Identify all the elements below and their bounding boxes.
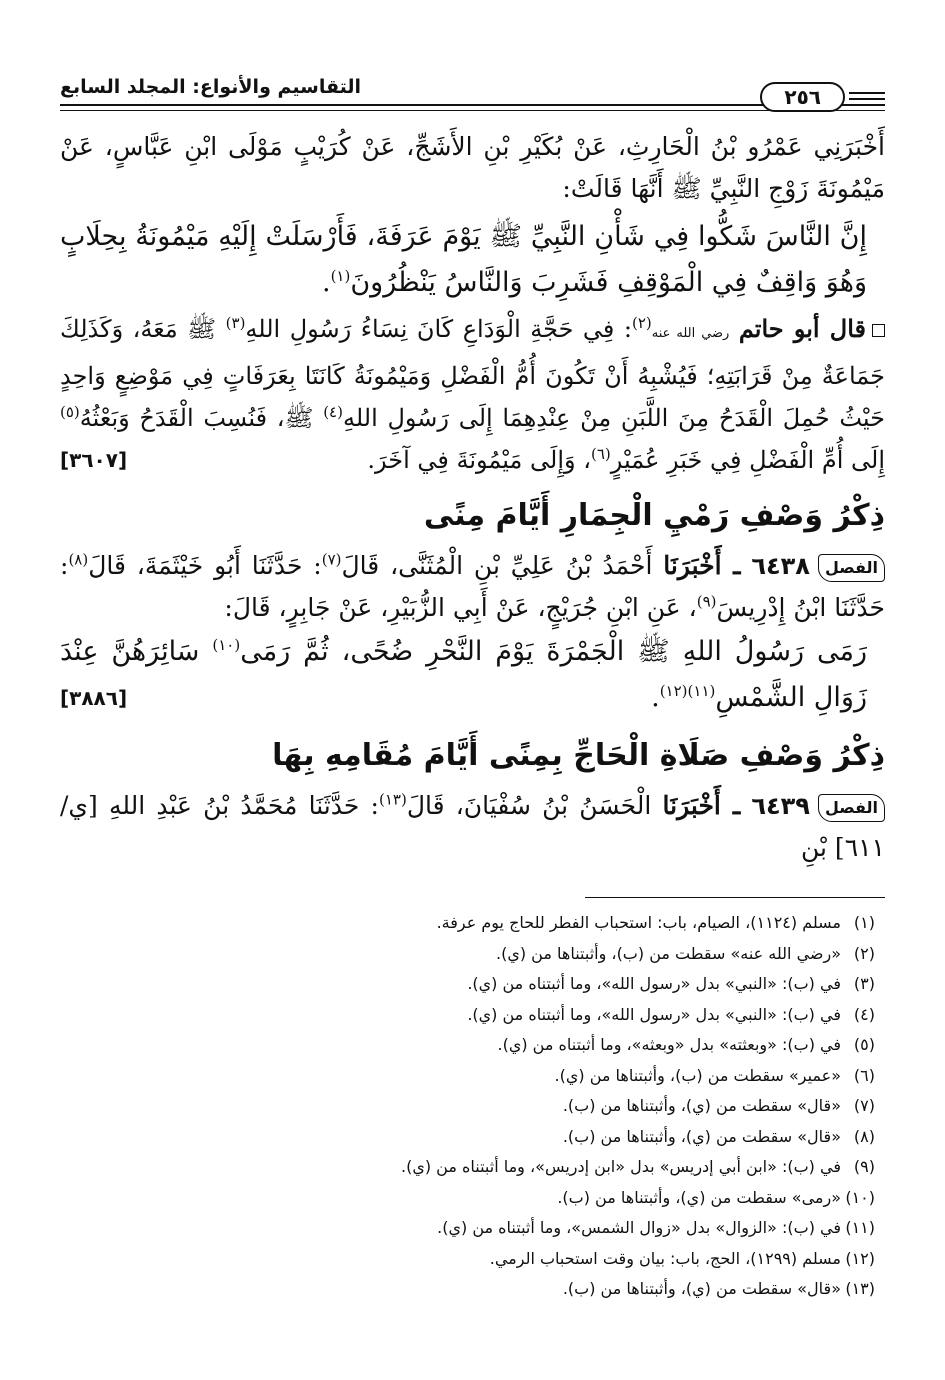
footnote-text: «رمى» سقطت من (ي)، وأثبتناها من (ب). (557, 1187, 841, 1207)
footnote-number: (١٠) (845, 1187, 875, 1207)
hadith-number: ٦٤٣٨ (751, 552, 810, 580)
footnote-text: «عمير» سقطت من (ب)، وأثبتناها من (ي). (554, 1065, 841, 1085)
footnote-number: (١) (853, 913, 875, 932)
page-number: ٢٥٦ (760, 82, 845, 112)
matn-1: رَمَى رَسُولُ اللهِ ﷺ الْجَمْرَةَ يَوْمَ النَّحْرِ ضُحًى، ثُمَّ رَمَى (240, 636, 867, 667)
footnote-number: (٩) (853, 1157, 875, 1176)
footnote-text: مسلم (١٢٩٩)، الحج، باب: بيان وقت استحباب الرمي. (489, 1248, 841, 1268)
footnote-ref: (١٣) (378, 790, 407, 809)
commentary-part-5: ، وَإِلَى مَيْمُونَةَ فِي آخَرَ. (367, 446, 591, 474)
isnad-1: الْحَسَنُ بْنُ سُفْيَانَ، قَالَ (406, 791, 652, 820)
commentary-part-4: إِلَى أُمِّ الْفَضْلِ فِي خَبَرِ عُمَيْرٍ (610, 446, 885, 474)
commentary-part-1: : فِي حَجَّةِ الْوَدَاعِ كَانَ نِسَاءُ رَسُولِ اللهِ (245, 315, 632, 343)
akhbarana: ـ أَخْبَرَنَا (662, 791, 741, 820)
commentary-speaker: قال أبو حاتم (738, 314, 867, 343)
chapter-heading: ذِكْرُ وَصْفِ صَلَاةِ الْحَاجِّ بِمِنًى أَيَّامَ مُقَامِهِ بِهَا (272, 738, 885, 773)
footnote-ref: (٩) (696, 592, 717, 611)
footnote-text: في (ب): «ابن أبي إدريس» بدل «ابن إدريس»، وما أثبتناه من (ي). (400, 1157, 841, 1176)
footnote-text: في (ب): «النبي» بدل «رسول الله»، وما أثبتناه من (ي). (467, 974, 841, 993)
commentary-part-2: ﷺ مَعَهُ، وَكَذَلِكَ جَمَاعَةٌ مِنْ قَرَابَتِهِ؛ فَيُشْبِهُ أَنْ تَكُونَ أُمُّ الْفَضْلِ وَمَيْمُونَةُ كَانَتَا بِعَرَفَاتٍ فِي مَوْضِعٍ وَاحِدٍ حَيْثُ حُمِلَ الْقَدَحُ مِنَ اللَّبَنِ مِنْ عِنْدِهِمَا إِلَى رَسُولِ اللهِ (60, 315, 886, 432)
footnote-ref: (٥) (60, 403, 80, 421)
footnote-ref: (٨) (68, 550, 89, 569)
cross-reference-number: [٣٨٨٦] (60, 686, 128, 710)
footnote-ref: (١) (330, 267, 351, 285)
hadith-text-2: وَهُوَ وَاقِفٌ فِي الْمَوْقِفِ فَشَرِبَ وَالنَّاسُ يَنْظُرُونَ (350, 267, 867, 298)
chapter-heading: ذِكْرُ وَصْفِ رَمْيِ الْجِمَارِ أَيَّامَ مِنًى (423, 498, 885, 533)
footnote-number: (١١) (845, 1218, 875, 1237)
footnote-number: (٦) (853, 1065, 875, 1085)
intro-text-2: زَوْجِ النَّبِيِّ ﷺ أَنَّهَا قَالَتْ: (562, 174, 809, 203)
footnote-number: (٣) (853, 974, 875, 993)
hadith-number: ٦٤٣٩ (751, 792, 810, 820)
footnote-ref: (٤) (323, 403, 343, 421)
hadith-matn: إِنَّ النَّاسَ شَكُّوا فِي شَأْنِ النَّبِيِّ ﷺ يَوْمَ عَرَفَةَ، فَأَرْسَلَتْ إِلَيْهِ مَيْمُونَةُ بِحِلَابٍ وَهُوَ وَاقِفٌ فِي الْمَوْقِفِ فَشَرِبَ وَالنَّاسُ يَنْظُرُونَ$^{(١)}$. (60, 221, 867, 298)
footnote-number: (١٢) (845, 1248, 875, 1268)
matn-2: سَائِرَهُنَّ عِنْدَ زَوَالِ الشَّمْسِ (60, 636, 867, 713)
footnote-item (60, 1274, 875, 1305)
cross-reference-number: [٣٦٠٧] (60, 448, 128, 472)
akhbarana: ـ أَخْبَرَنَا (663, 551, 741, 580)
hadith-matn (60, 629, 885, 721)
footnote-number: (١٣) (845, 1279, 875, 1298)
footnote-text: مسلم (١١٢٤)، الصيام، باب: استحباب الفطر للحاج يوم عرفة. (436, 913, 841, 932)
commentary (60, 308, 885, 481)
isnad-3: : حَدَّثَنَا ابْنُ إِدْرِيسَ (60, 551, 885, 622)
footnote-divider (585, 897, 885, 898)
footnote-text: في (ب): «الزوال» بدل «زوال الشمس»، وما أثبتناه من (ي). (437, 1218, 841, 1237)
footnote-number: (٢) (853, 943, 875, 963)
commentary-part-3: ﷺ، فَنُسِبَ الْقَدَحُ وَبَعْثُهُ (79, 404, 314, 432)
footnote-number: (٧) (853, 1096, 875, 1115)
page-header (60, 70, 885, 126)
isnad-4: ، عَنِ ابْنِ جُرَيْجٍ، عَنْ أَبِي الزُّبَيْرِ، عَنْ جَابِرٍ، قَالَ: (224, 593, 697, 622)
footnote-item (60, 1244, 875, 1275)
footnote-text: في (ب): «وبعثته» بدل «وبعثه»، وما أثبتناه من (ي). (497, 1035, 841, 1054)
footnote-item (60, 1091, 875, 1122)
footnote-item (60, 1152, 875, 1183)
footnote-number: (٨) (853, 1126, 875, 1146)
footnote-text: «قال» سقطت من (ي)، وأثبتناها من (ب). (562, 1279, 841, 1298)
book-page (60, 70, 885, 1340)
footnote-text: «قال» سقطت من (ي)، وأثبتناها من (ب). (562, 1126, 841, 1146)
footnote-text: في (ب): «النبي» بدل «رسول الله»، وما أثبتناه من (ي). (467, 1004, 841, 1024)
footnote-ref: (٦) (590, 445, 611, 463)
fasl-badge: الفصل (818, 554, 885, 582)
footnote-item (60, 969, 875, 1000)
honorific-glyph: رضي الله عنه (651, 326, 730, 341)
footnote-item (60, 1183, 875, 1214)
footnote-ref: (١١)(١٢) (659, 682, 716, 700)
fasl-badge: الفصل (818, 794, 885, 822)
footnote-item (60, 939, 875, 970)
header-rule (60, 104, 885, 111)
footnote-ref: (١٠) (212, 636, 241, 654)
footnote-item (60, 908, 875, 939)
footnote-number: (٥) (853, 1035, 875, 1054)
footnote-number: (٤) (853, 1004, 875, 1024)
isnad-2: : حَدَّثَنَا أَبُو خَيْثَمَةَ، قَالَ (88, 551, 322, 580)
square-bullet-icon (872, 324, 885, 337)
isnad-1: أَحْمَدُ بْنُ عَلِيِّ بْنِ الْمُثَنَّى، قَالَ (341, 551, 653, 580)
footnote-text: «رضي الله عنه» سقطت من (ب)، وأثبتناها من (ي). (496, 943, 841, 963)
footnote-ref: (٢) (631, 314, 652, 332)
hadith-entry (60, 545, 885, 629)
header-rule-right (849, 92, 885, 104)
intro-isnad (60, 126, 885, 210)
intro-text-1: أَخْبَرَنِي عَمْرُو بْنُ الْحَارِثِ، عَنْ بُكَيْرِ بْنِ الأَشَجِّ، عَنْ كُرَيْبٍ مَوْلَى ابْنِ عَبَّاسٍ، عَنْ مَيْمُونَةَ (60, 132, 885, 203)
footnote-item (60, 1000, 875, 1031)
hadith-text-1: إِنَّ النَّاسَ شَكُّوا فِي شَأْنِ النَّبِيِّ ﷺ يَوْمَ عَرَفَةَ، فَأَرْسَلَتْ إِلَيْهِ مَيْمُونَةُ بِحِلَابٍ (60, 221, 867, 252)
page-body (60, 126, 885, 1305)
footnote-ref: (٣) (225, 314, 246, 332)
matn-end: . (651, 682, 660, 713)
isnad-2: : حَدَّثَنَا مُحَمَّدُ بْنُ عَبْدِ اللهِ [ي/٦١١] بْنِ (60, 791, 885, 862)
running-title: التقاسيم والأنواع: المجلد السابع (60, 76, 362, 98)
footnote-item (60, 1213, 875, 1244)
footnote-text: «قال» سقطت من (ي)، وأثبتناها من (ب). (562, 1096, 841, 1115)
footnote-ref: (٧) (321, 550, 342, 569)
footnote-item (60, 1122, 875, 1153)
footnote-item (60, 1061, 875, 1092)
footnote-item (60, 1030, 875, 1061)
footnotes (60, 908, 885, 1305)
hadith-entry (60, 785, 885, 869)
